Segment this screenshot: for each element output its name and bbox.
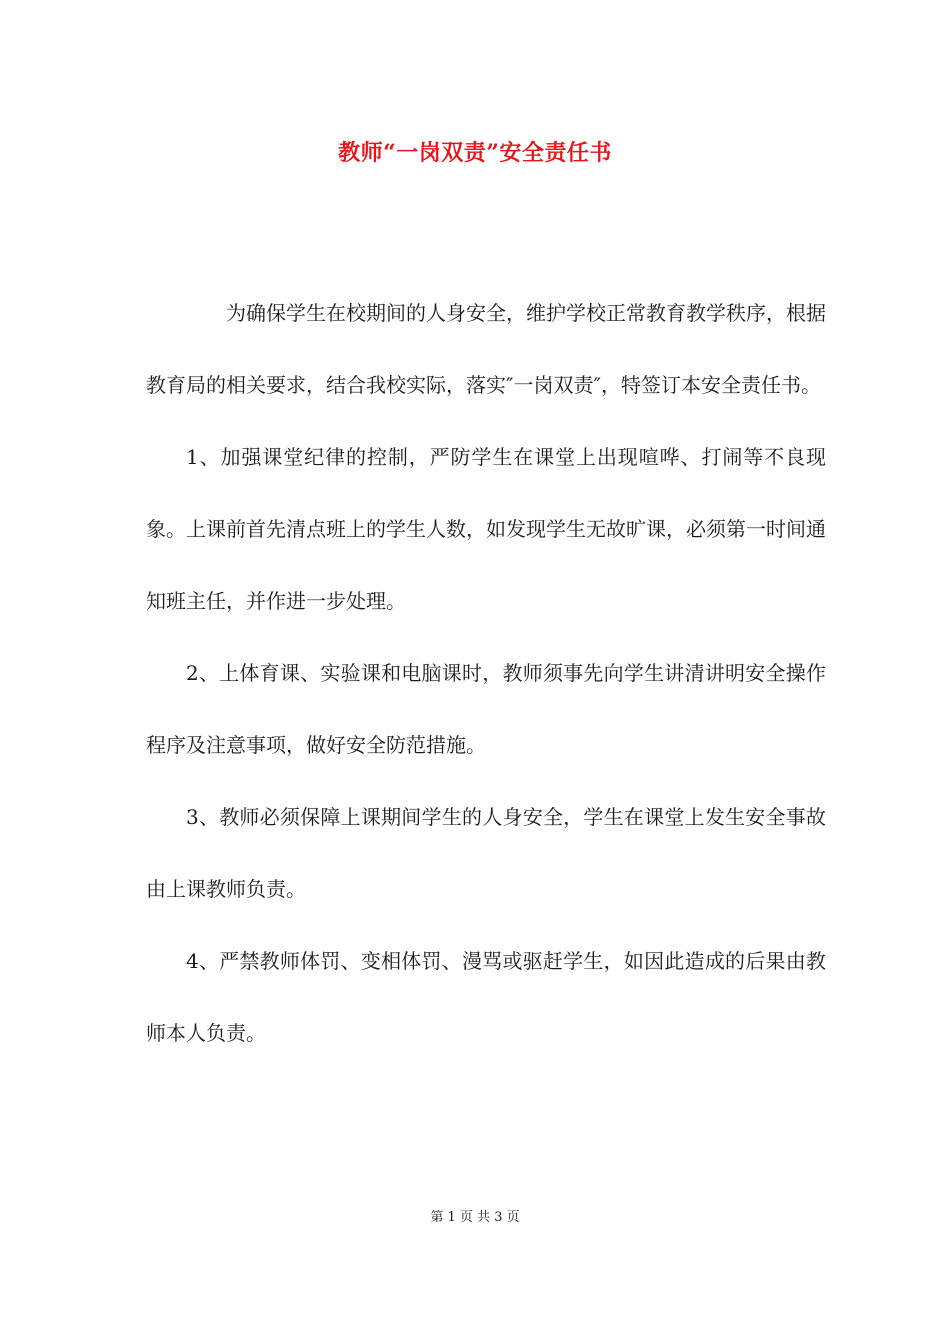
- document-body: [146, 277, 826, 1069]
- clause-3-paragraph: 3、教师必须保障上课期间学生的人身安全，学生在课堂上发生安全事故由上课教师负责。: [146, 805, 826, 901]
- clause-1-paragraph: 1、加强课堂纪律的控制，严防学生在课堂上出现喧哗、打闹等不良现象。上课前首先清点班上的学生人数，如发现学生无故旷课，必须第一时间通知班主任，并作进一步处理。: [146, 445, 826, 613]
- page-number-footer: 第 1 页 共 3 页: [430, 1210, 520, 1225]
- intro-paragraph: 为确保学生在校期间的人身安全，维护学校正常教育教学秩序，根据教育局的相关要求，结合我校实际，落实″一岗双责″，特签订本安全责任书。: [146, 301, 826, 397]
- clause-2-paragraph: 2、上体育课、实验课和电脑课时，教师须事先向学生讲清讲明安全操作程序及注意事项，做好安全防范措施。: [146, 661, 826, 757]
- clause-4-paragraph: 4、严禁教师体罚、变相体罚、漫骂或驱赶学生，如因此造成的后果由教师本人负责。: [146, 949, 826, 1045]
- document-title: 教师“一岗双责”安全责任书: [338, 140, 612, 166]
